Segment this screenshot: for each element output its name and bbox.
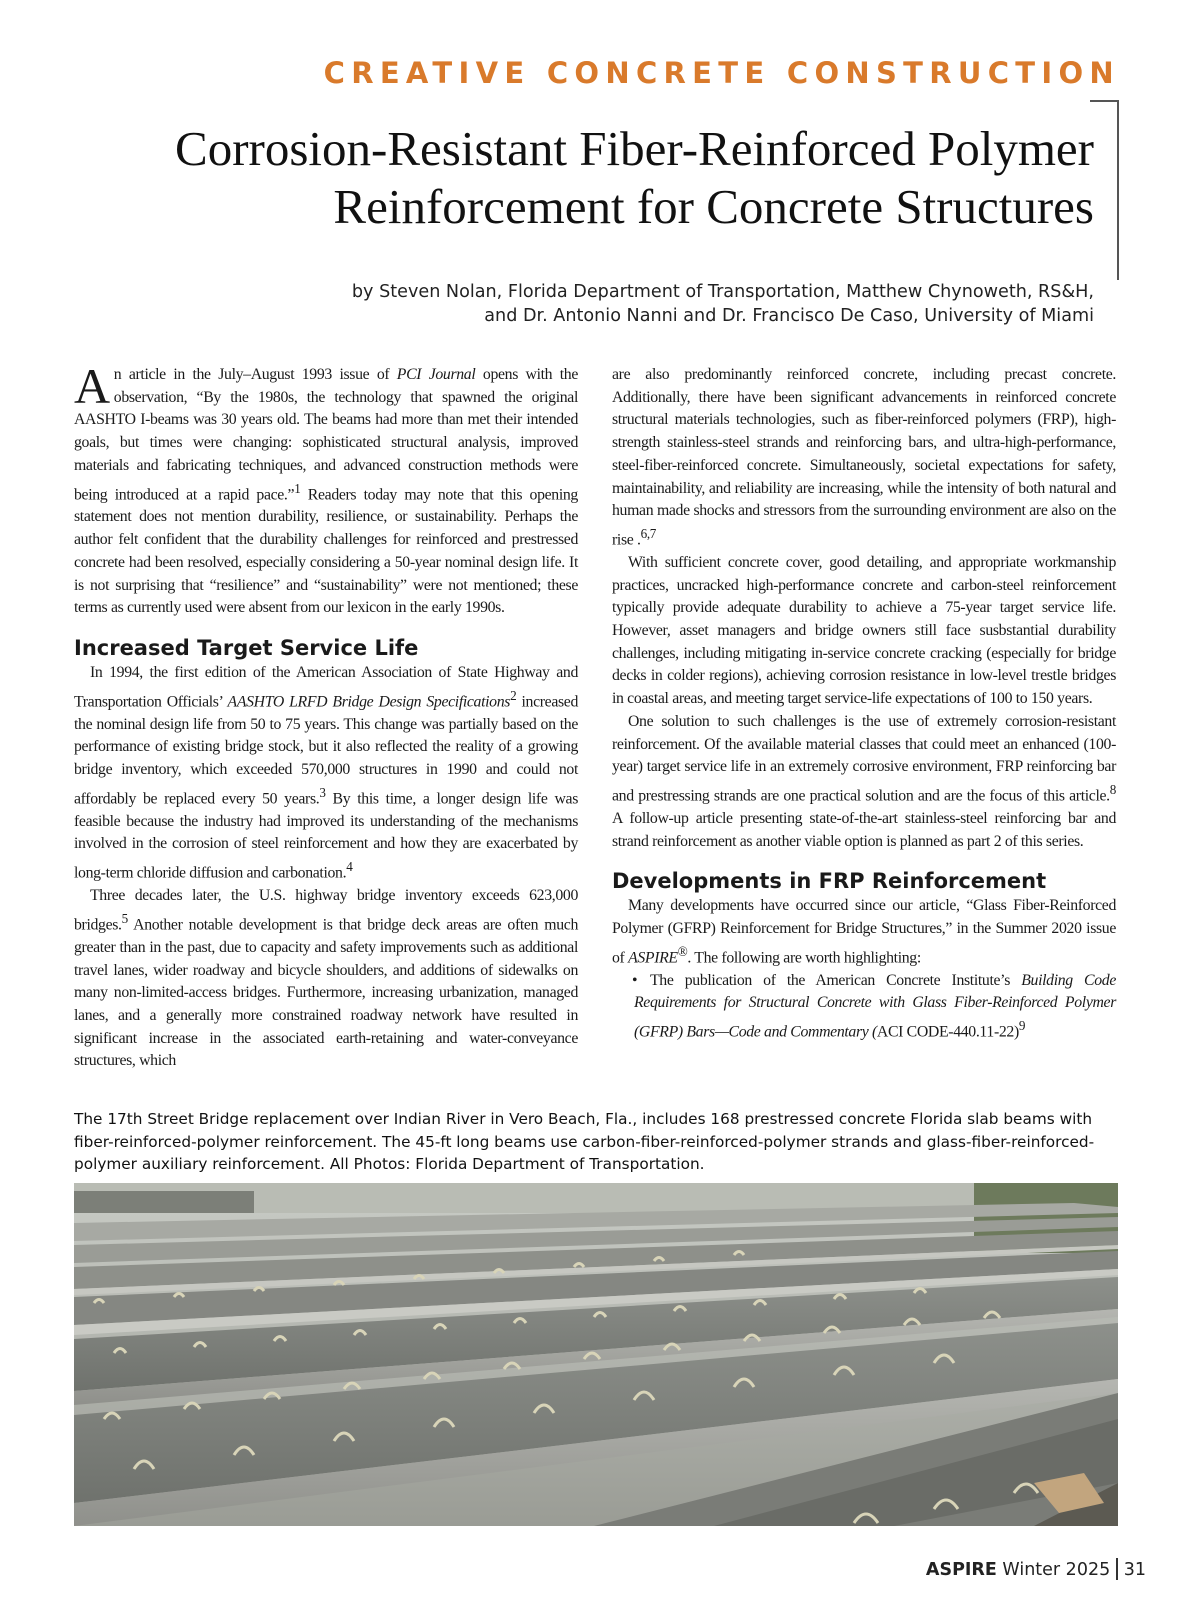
article-title-line-2: Reinforcement for Concrete Structures (333, 179, 1094, 234)
continued-paragraph (612, 364, 1116, 552)
page-footer (926, 1558, 1146, 1580)
bullet-item-aci-code (612, 970, 1116, 1044)
section-kicker: CREATIVE CONCRETE CONSTRUCTION (323, 56, 1120, 90)
heading-developments-frp: Developments in FRP Reinforcement (612, 869, 1047, 894)
cont-text-a: are also predominantly reinforced concrete, including precast concrete. Additionally, there have been significant advancements in reinforced concrete structural materials technologies, such as fiber-reinforced polymers (FRP), high-strength stainless-steel strands and reinforcing bars, and ultra-high-performance, steel-fiber-reinforced concrete. Simultaneously, societal expectations for safety, maintainability, and reliability are increasing, while the intensity of both natural and human made shocks and stressors from the surrounding environment are also on the rise . (612, 366, 1116, 549)
reference-9: 9 (1018, 1018, 1026, 1034)
solution-text-b: A follow-up article presenting state-of-the-art stainless-steel reinforcing bar and strand reinforcement as another viable option is planned as part 2 of this series. (612, 809, 1116, 850)
intro-text-a: n article in the July–August 1993 issue of (113, 366, 397, 383)
dev-text-b: . The following are worth highlighting: (687, 948, 921, 966)
reference-6-7: 6,7 (640, 525, 657, 541)
service2-text-a: Three decades later, the U.S. highway bridge inventory exceeds 623,000 bridges. (74, 887, 578, 934)
figure-caption: The 17th Street Bridge replacement over Indian River in Vero Beach, Fla., includes 168 prestressed concrete Florida slab beams with fiber-reinforced-polymer reinforcement. The 45-ft long beams use carbon-fiber-reinforced-polymer strands and glass-fiber-reinforced-polymer auxiliary reinforcement. All Photos: Florida Department of Transportation. (74, 1110, 1095, 1173)
bullet-text-b: ACI CODE-440.11-22) (876, 1023, 1019, 1041)
intro-text-c: Readers today may note that this opening statement does not mention durability, resilience, or sustainability. Perhaps the author felt confident that the durability challenges for reinforced and prestressed concrete had been resolved, especially considering a 50-year nominal design life. It is not surprising that “resilience” and “sustainability” were not mentioned; these terms as currently used were absent from our lexicon in the early 1990s. (74, 485, 578, 617)
service-text-c: By this time, a longer design life was feasible because the industry had improved its understanding of the mechanisms involved in the corrosion of steel reinforcement and how they are exacerbated by long-term chloride diffusion and carbonation. (74, 790, 578, 882)
footer-divider (1116, 1558, 1118, 1580)
service-text-a: In 1994, the first edition of the American Association of State Highway and Transportation Officials’ (74, 664, 578, 710)
bridge-beams-illustration (74, 1183, 1118, 1526)
byline-line-2: and Dr. Antonio Nanni and Dr. Francisco De Caso, University of Miami (484, 306, 1094, 326)
reference-4: 4 (346, 859, 353, 875)
byline (194, 280, 1094, 328)
reference-3: 3 (319, 784, 326, 800)
article-title-line-1: Corrosion-Resistant Fiber-Reinforced Polymer (175, 121, 1094, 176)
reference-2: 2 (510, 687, 517, 703)
reference-8: 8 (1109, 781, 1116, 797)
right-column (612, 364, 1116, 1044)
magazine-name: ASPIRE (628, 948, 678, 966)
bridge-beams-photo (74, 1183, 1118, 1526)
article-title (74, 120, 1094, 236)
bullet-text-a: The publication of the American Concrete Institute’s (650, 971, 1022, 989)
service-text-b: increased the nominal design life from 50 to 75 years. This change was partially based on the performance of existing bridge stock, but it also reflected the reality of a growing bridge inventory, which exceeded 570,000 structures in 1990 and could not affordably be replaced every 50 years. (74, 692, 578, 808)
service-life-paragraph-2 (74, 885, 578, 1073)
dev-text-a: Many developments have occurred since our article, “Glass Fiber-Reinforced Polymer (GFRP) Reinforcement for Bridge Structures,” in the Summer 2020 issue of (612, 897, 1116, 966)
solution-paragraph (612, 711, 1116, 853)
title-vertical-rule (1117, 100, 1119, 280)
journal-name: PCI Journal (396, 366, 476, 383)
service-life-paragraph-1 (74, 662, 578, 885)
bullet-icon: • (632, 971, 638, 989)
title-corner-rule (1090, 100, 1119, 102)
developments-paragraph (612, 895, 1116, 969)
footer-issue: Winter 2025 (1002, 1560, 1111, 1580)
footer-magazine: ASPIRE (925, 1560, 997, 1580)
spec-title: AASHTO LRFD Bridge Design Specifications (227, 692, 511, 710)
cover-paragraph: With sufficient concrete cover, good detailing, and appropriate workmanship practices, uncracked high-performance concrete and carbon-steel reinforcement typically provide adequate durability to achieve a 75-year target service life. However, asset managers and bridge owners still face susbstantial durability challenges, including mitigating in-service concrete cracking (especially for bridge decks in colder regions), achieving corrosion resistance in low-level trestle bridges in coastal areas, and meeting target service-life expectations of 100 to 150 years. (612, 553, 1116, 708)
left-column (74, 358, 578, 1073)
drop-cap: A (74, 358, 110, 414)
reference-1: 1 (294, 480, 301, 496)
solution-text-a: One solution to such challenges is the use of extremely corrosion-resistant reinforcement. Of the available material classes that could meet an enhanced (100-year) target service life in an extremely corrosive environment, FRP reinforcing bar and prestressing strands are one practical solution and are the focus of this article. (612, 712, 1116, 805)
intro-paragraph (74, 358, 578, 620)
byline-line-1: by Steven Nolan, Florida Department of Transportation, Matthew Chynoweth, RS&H, (351, 282, 1094, 302)
intro-text-b: opens with the observation, “By the 1980s, the technology that spawned the original AASHTO I-beams was 30 years old. The beams had more than met their intended goals, but times were changing: sophisticated structural analysis, improved materials and fabricating techniques, and advanced construction methods were being introduced at a rapid pace.” (74, 366, 578, 503)
service2-text-b: Another notable development is that bridge deck areas are often much greater than in the past, due to capacity and safety improvements such as additional travel lanes, wider roadway and bicycle shoulders, and additions of sidewalks on many non-limited-access bridges. Furthermore, increasing urbanization, managed lanes, and a generally more constrained roadway network have resulted in significant increase in the associated earth-retaining and water-conveyance structures, which (74, 916, 578, 1070)
registered-mark: ® (677, 943, 688, 959)
reference-5: 5 (121, 910, 128, 926)
heading-increased-target-service-life: Increased Target Service Life (74, 636, 419, 660)
page-number: 31 (1123, 1560, 1146, 1580)
aci-code-title: Building Code Requirements for Structural Concrete with Glass Fiber-Reinforced Polymer (GFRP) Bars—Code and Commentary ( (634, 971, 1117, 1041)
